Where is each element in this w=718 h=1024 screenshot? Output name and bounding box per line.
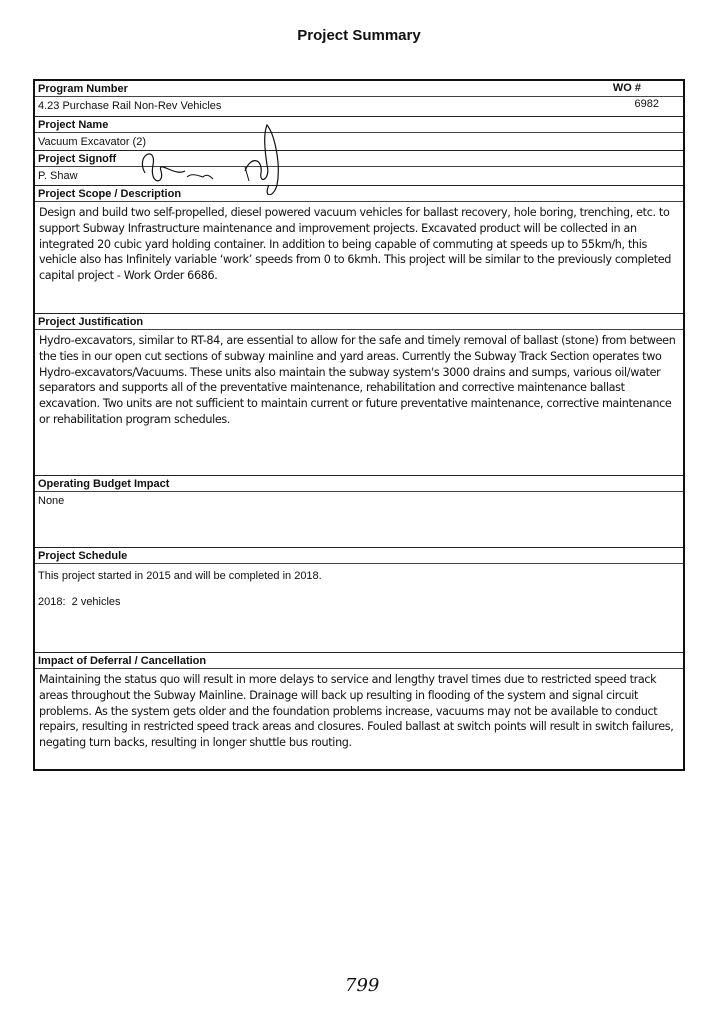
project-schedule-line2: 2018: 2 vehicles [38,596,121,608]
project-scope-text: Design and build two self-propelled, diesel powered vacuum vehicles for ballast recovery, hole boring, trenching, etc. to support Subway Infrastructure maintenance and improvement projects. Excavated product will be collected in an integrated 20 cubic yard holding container. In addition to being capable of commuting at speeds up to 55km/h, this vehicle also has Infinitely variable ‘work’ speeds from 0 to 6kmh. This project will be similar to the previously completed capital project - Work Order 6686. [39,206,672,283]
impact-of-deferral-label: Impact of Deferral / Cancellation [35,653,683,669]
project-schedule-label: Project Schedule [35,548,683,564]
program-number-label: Program Number [35,81,683,97]
project-name-label: Project Name [35,117,683,133]
wo-number-value: 6982 [634,98,659,110]
page-title: Project Summary [297,27,421,44]
program-number-value: 4.23 Purchase Rail Non-Rev Vehicles [38,100,222,112]
project-justification-label: Project Justification [35,314,683,330]
project-signoff-label: Project Signoff [35,151,683,167]
project-scope-label: Project Scope / Description [35,186,683,202]
project-scope-section [35,186,683,314]
project-schedule-line1: This project started in 2015 and will be completed in 2018. [38,570,322,582]
operating-budget-section [35,476,683,548]
project-schedule-section [35,548,683,653]
project-signoff-value: P. Shaw [38,170,78,182]
project-summary-form [33,79,685,771]
project-signoff-section [35,151,683,186]
project-name-value: Vacuum Excavator (2) [38,136,147,148]
page-number: 799 [345,975,380,996]
impact-of-deferral-section [35,653,683,769]
impact-of-deferral-text: Maintaining the status quo will result in more delays to service and lengthy travel times due to restricted speed track areas throughout the Subway Mainline. Drainage will back up resulting in flooding of the system and signal circuit problems. As the system gets older and the foundation problems increase, vacuums may not be available to conduct repairs, resulting in restricted speed track areas and closures. Fouled ballast at switch points will result in switch failures, negating turn backs, resulting in longer shuttle bus routing. [39,673,674,750]
project-justification-section [35,314,683,476]
project-justification-text: Hydro-excavators, similar to RT-84, are essential to allow for the safe and timely removal of ballast (stone) from between the ties in our open cut sections of subway mainline and yard areas. Currently the Subway Track Section operates two Hydro-excavators/Vacuums. These units also maintain the subway system's 3000 drains and sumps, various oil/water separators and supports all of the preventative maintenance, rehabilitation and corrective maintenance ballast excavation. Two units are not sufficient to maintain current or future preventative maintenance, corrective maintenance or rehabilitation program schedules. [39,334,676,426]
operating-budget-label: Operating Budget Impact [35,476,683,492]
wo-number-label: WO # [612,82,641,94]
operating-budget-value: None [38,495,65,507]
signature-icon [95,115,355,195]
program-number-section [35,81,683,117]
